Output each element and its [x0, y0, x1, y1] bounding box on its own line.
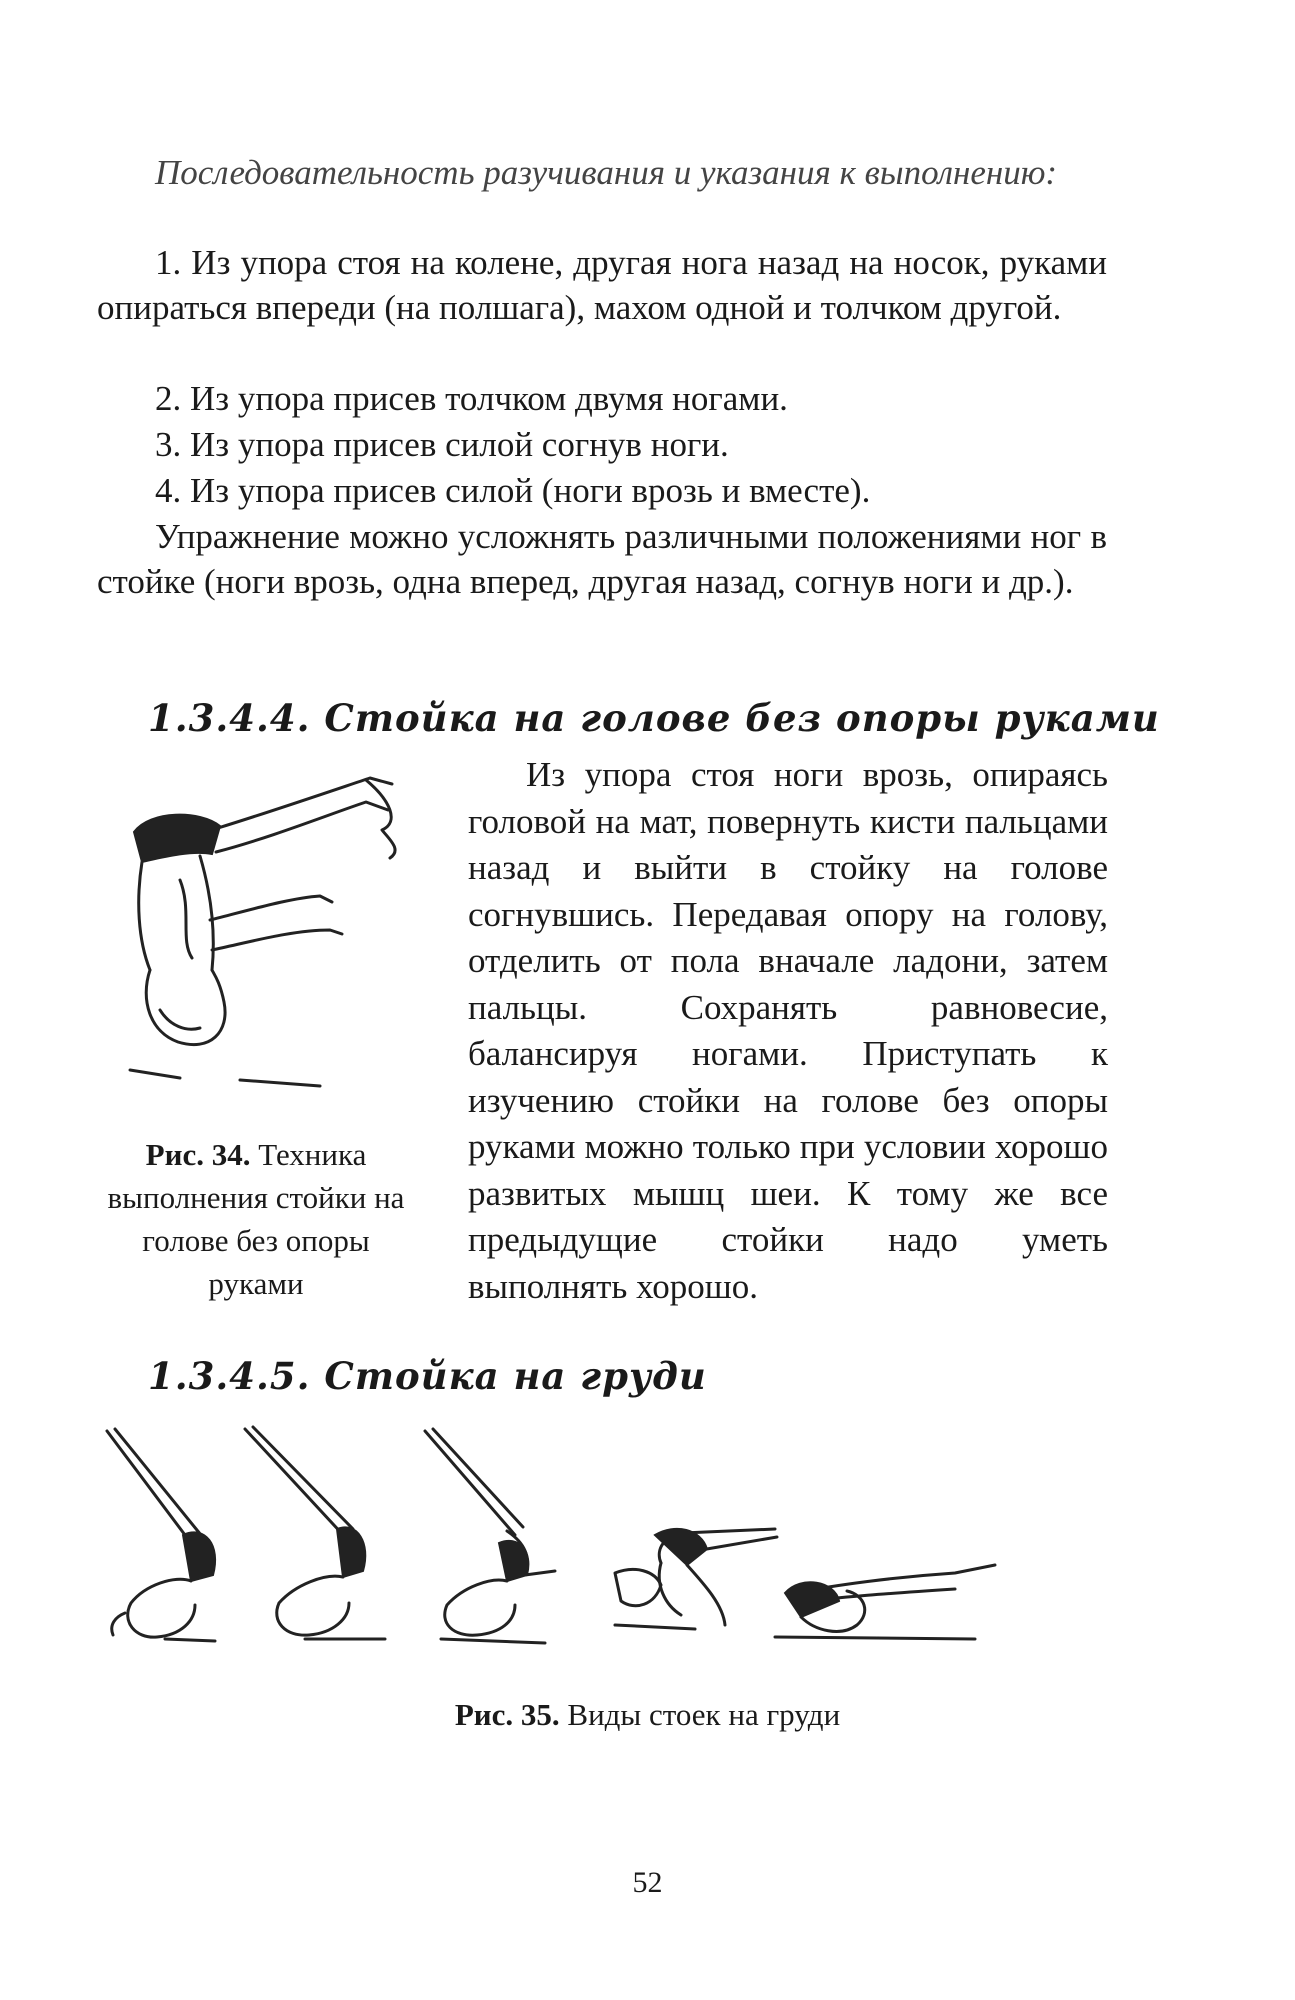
- figure-34-headstand-illustration: [120, 770, 440, 1100]
- figure-35-caption: [0, 1695, 1295, 1735]
- section-title-chest-stand: 1.3.4.5. Стойка на груди: [148, 1354, 707, 1398]
- figure-34-caption: [96, 1133, 416, 1305]
- step-1: 1. Из упора стоя на колене, другая нога назад на носок, руками опираться впереди (на полшага), махом одной и толчком другой.: [97, 243, 1107, 327]
- figure-35-caption-text: Виды стоек на груди: [567, 1697, 841, 1732]
- step-2: 2. Из упора присев толчком двумя ногами.: [155, 379, 788, 418]
- figure-35-label: Рис. 35.: [454, 1697, 560, 1732]
- headstand-description: Из упора стоя ноги врозь, опираясь головой на мат, повернуть кисти пальцами назад и выйти в стойку на голове согнувшись. Передавая опору на голову, отделить от пола вначале ладони, затем пальцы. Сохранять равновесие, балансируя ногами. Приступать к изучению стойки на голове без опоры руками можно только при условии хорошо развитых мышц шеи. К тому же все предыдущие стойки надо уметь выполнять хорошо.: [468, 755, 1108, 1306]
- step-4: 4. Из упора присев силой (ноги врозь и вместе).: [155, 471, 871, 510]
- chest-stand-figure-4: [615, 1529, 777, 1629]
- chest-stand-figure-3: [425, 1429, 555, 1643]
- chest-stand-figure-1: [107, 1429, 215, 1641]
- step-3: 3. Из упора присев силой согнув ноги.: [155, 425, 729, 464]
- figure-34-label: Рис. 34.: [145, 1137, 251, 1172]
- figure-34-caption-text: Техника выполнения стойки на голове без опоры руками: [107, 1137, 405, 1301]
- page-number: 52: [632, 1866, 663, 1899]
- chest-stand-figure-5: [775, 1565, 995, 1639]
- figure-35-chest-stands-illustration: [95, 1425, 1095, 1655]
- intro-heading: Последовательность разучивания и указания к выполнению:: [155, 153, 1058, 192]
- chest-stand-figure-2: [245, 1427, 385, 1639]
- section-title-headstand: 1.3.4.4. Стойка на голове без опоры руками: [148, 696, 1160, 740]
- complication-note: Упражнение можно усложнять различными положениями ног в стойке (ноги врозь, одна вперед, другая назад, согнув ноги и др.).: [97, 517, 1107, 601]
